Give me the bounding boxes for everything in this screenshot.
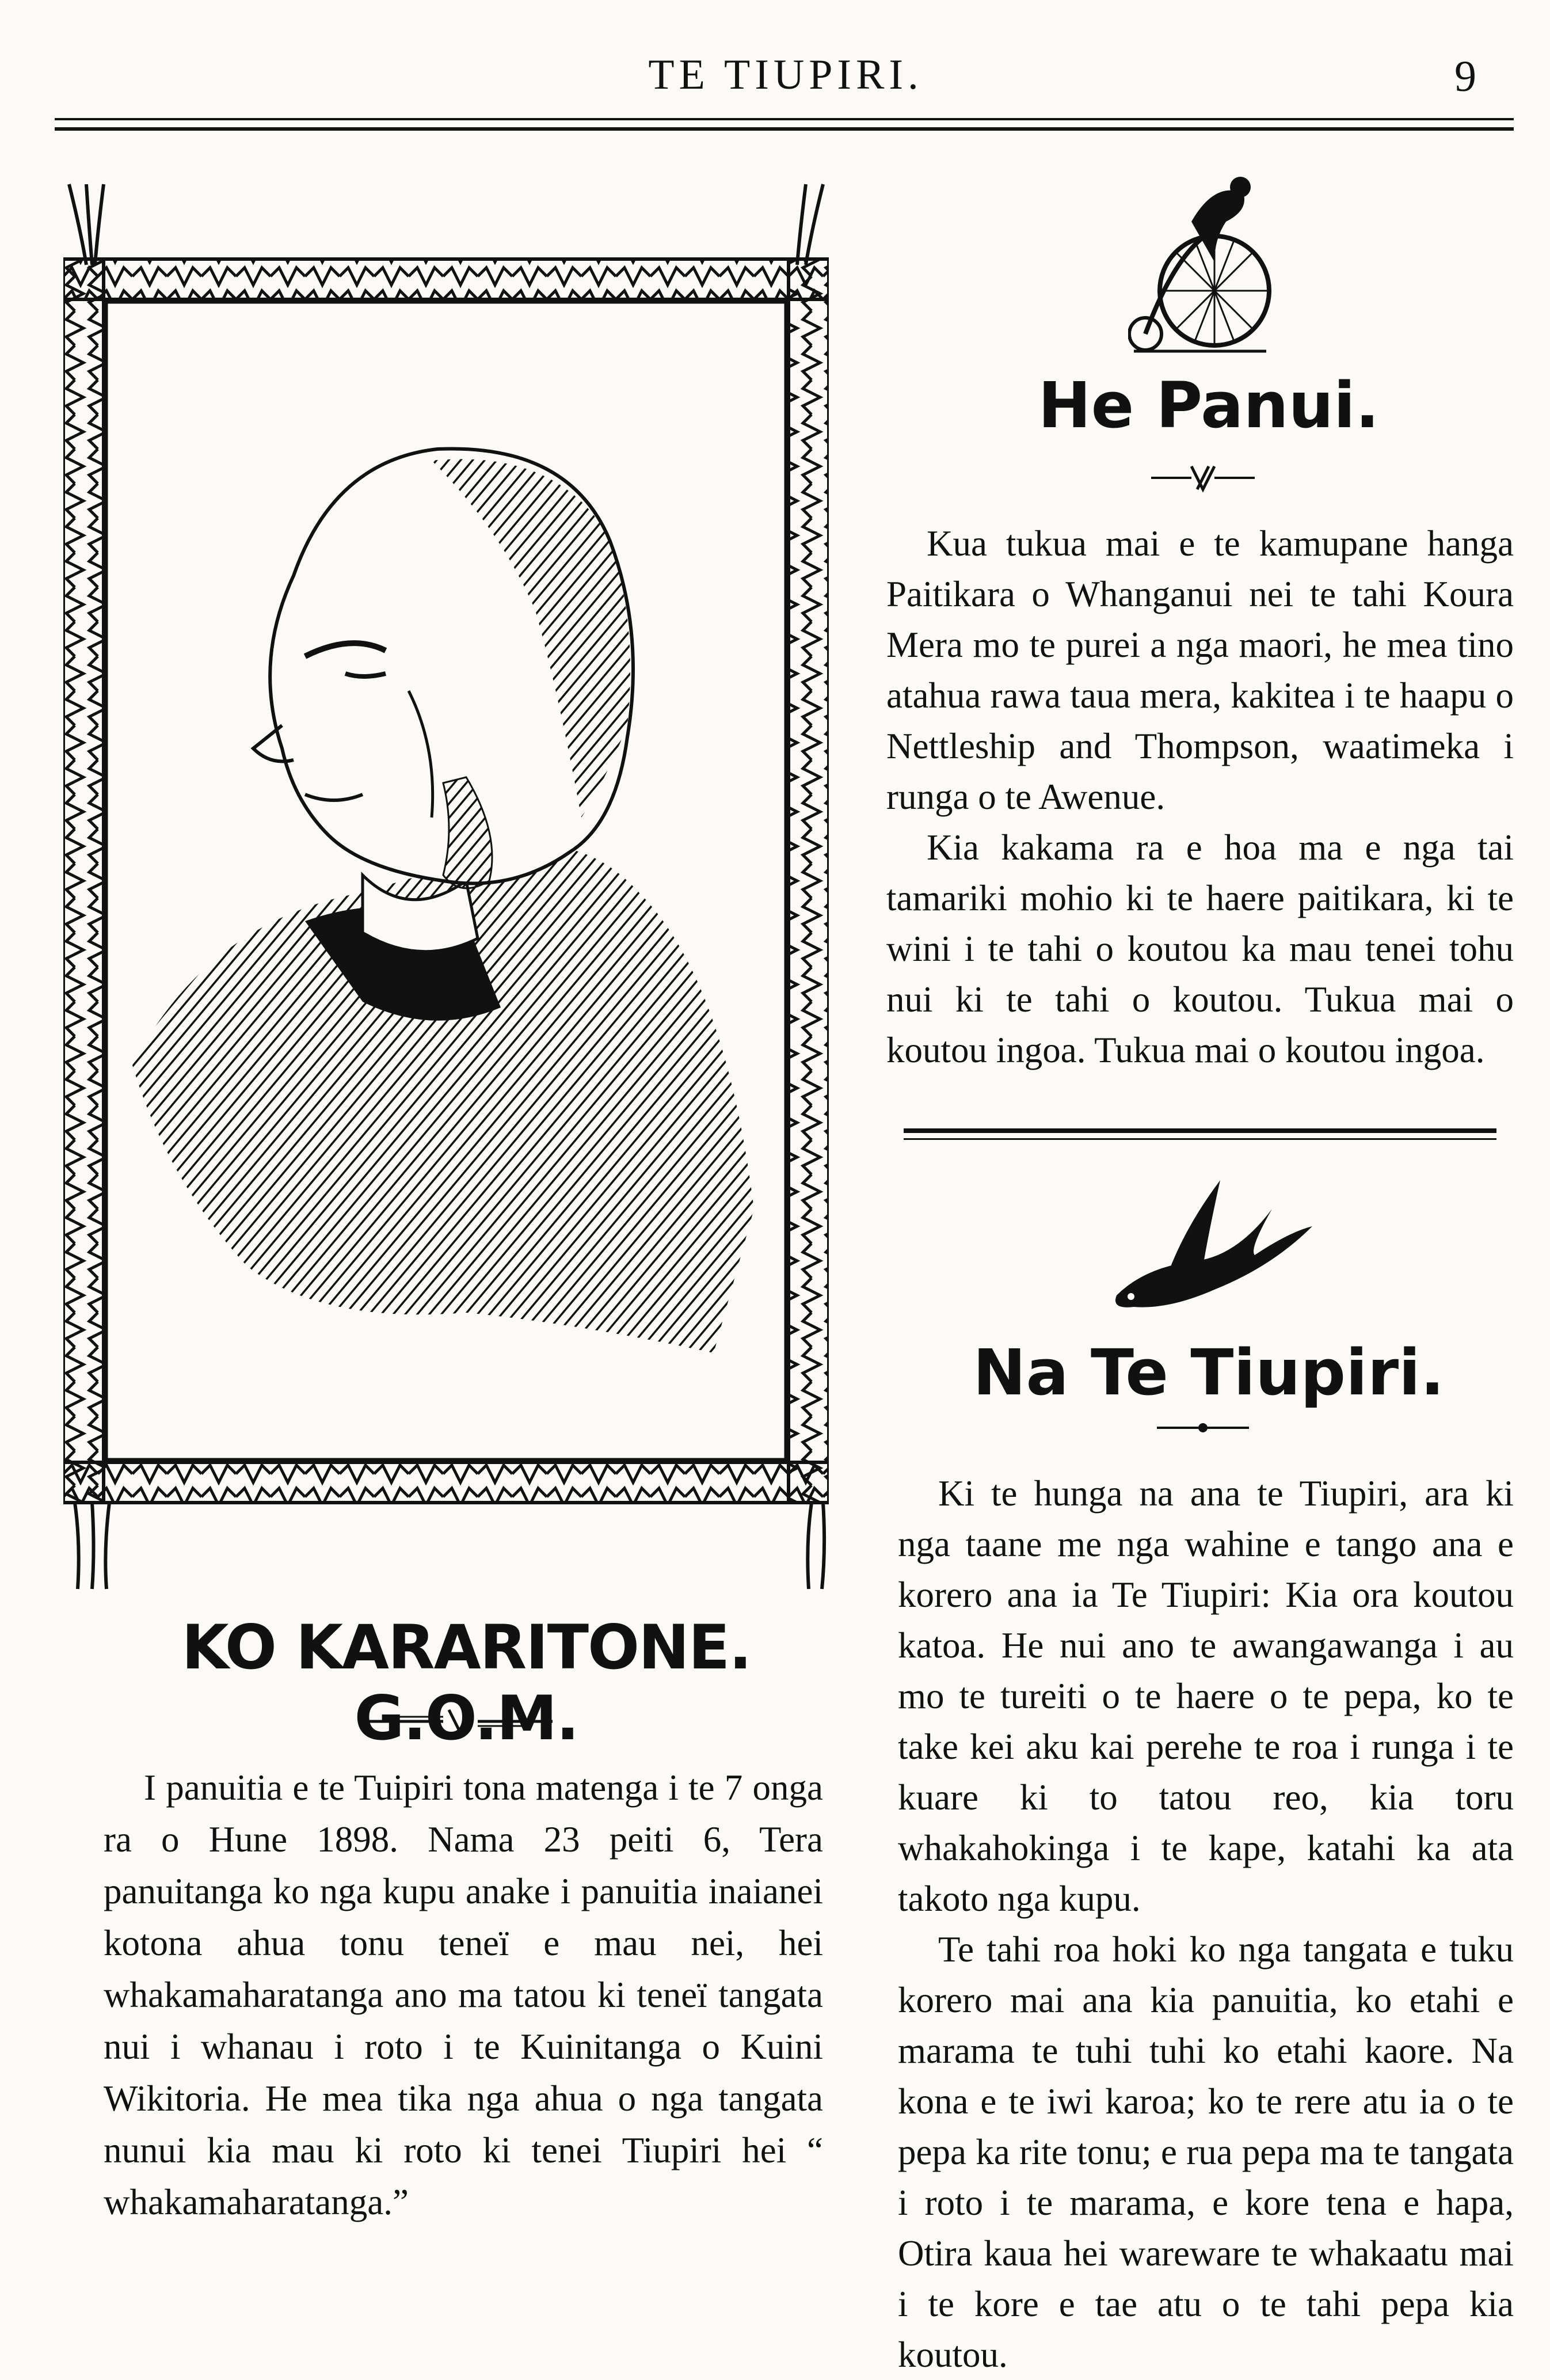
- headline-panui: He Panui.: [1038, 368, 1380, 442]
- tiupiri-paragraph-1: Ki te hunga na ana te Tiupiri, ara ki nga taane me nga wahine e tango ana e korero ana ia Te Tiupiri: Kia ora koutou katoa. He nui ano te awangawanga i au mo te tureiti o te haere o te pepa, ko te take kei aku kai perehe te roa i runga i te kuare ki to tatou reo, kia toru whakahokinga i te kape, katahi ka ata takoto nga kupu.: [898, 1473, 1514, 1919]
- tiupiri-paragraph-2: Te tahi roa hoki ko nga tangata e tuku korero mai ana kia panuitia, ko etahi e marama te tuhi tuhi ko etahi kaore. Na kona e te iwi karoa; ko te rere atu ia o te pepa ka rite tonu; e rua pepa ma te tangata i roto i te marama, e kore tena e hapa, Otira kaua hei wareware te whakaatu mai i te kore e tae atu o te tahi pepa kia koutou.: [898, 1929, 1514, 2375]
- penny-farthing-icon: [1128, 170, 1272, 354]
- panui-body: [886, 518, 1514, 1075]
- kararitone-paragraph: I panuitia e te Tuipiri tona matenga i te 7 onga ra o Hune 1898. Nama 23 peiti 6, Tera panuitanga ko nga kupu anake i panuitia inaianei kotona ahua tonu teneï e mau nei, hei whakamaharatanga ano ma tatou ki teneï tangata nui i whanau i roto i te Kuinitanga o Kuini Wikitoria. He mea tika nga ahua o nga tangata nunui kia mau ki roto ki tenei Tiupiri hei “ whakamaharatanga.”: [104, 1767, 823, 2222]
- page-header: [55, 39, 1517, 126]
- header-rule: [55, 118, 1514, 131]
- swallow-icon: [1099, 1169, 1318, 1318]
- headline-na-te-tiupiri: Na Te Tiupiri.: [973, 1336, 1445, 1409]
- panui-paragraph-1: Kua tukua mai e te kamupane hanga Paitikara o Whanganui nei te tahi Koura Mera mo te purei a nga maori, he mea tino atahua rawa taua mera, kakitea i te haapu o Nettleship and Thompson, waatimeka i runga o te Awenue.: [886, 523, 1514, 817]
- running-title: TE TIUPIRI.: [648, 51, 923, 98]
- divider-ornament-icon: [363, 1704, 558, 1739]
- divider-ornament-icon: [1151, 1416, 1255, 1439]
- headline-kararitone: KO KARARITONE. G.O.M.: [181, 1612, 751, 1754]
- divider-ornament-icon: [1145, 461, 1260, 495]
- portrait-illustration: [63, 173, 829, 1595]
- kararitone-body: [104, 1762, 823, 2228]
- tiupiri-body: [898, 1468, 1514, 2380]
- page-number: 9: [1454, 52, 1476, 101]
- panui-paragraph-2: Kia kakama ra e hoa ma e nga tai tamariki mohio ki te haere paitikara, ki te wini i te tahi o koutou ka mau tenei tohu nui ki te tahi o koutou. Tukua mai o koutou ingoa. Tukua mai o koutou ingoa.: [886, 827, 1514, 1070]
- section-rule: [904, 1128, 1496, 1140]
- portrait-frame-svg: [63, 173, 829, 1595]
